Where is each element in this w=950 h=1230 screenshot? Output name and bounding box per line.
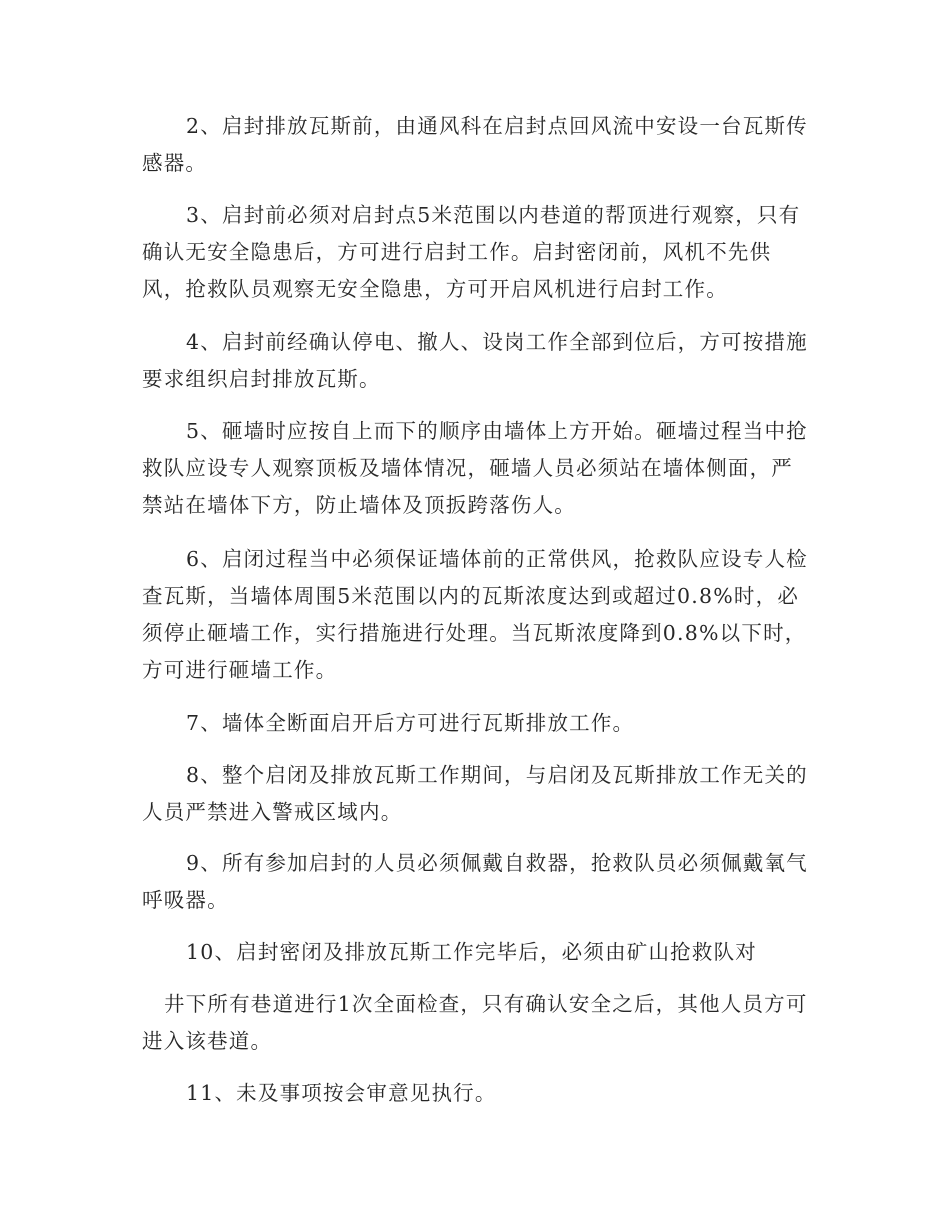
paragraph-item-8: 8、整个启闭及排放瓦斯工作期间，与启闭及瓦斯排放工作无关的人员严禁进入警戒区域内。 xyxy=(142,763,808,824)
paragraph-item-11: 11、未及事项按会审意见执行。 xyxy=(186,1081,497,1105)
paragraph-item-10: 10、启封密闭及排放瓦斯工作完毕后，必须由矿山抢救队对 xyxy=(186,940,757,964)
paragraph-item-9: 9、所有参加启封的人员必须佩戴自救器，抢救队员必须佩戴氧气呼吸器。 xyxy=(142,851,808,912)
paragraph-item-4: 4、启封前经确认停电、撤人、设岗工作全部到位后，方可按措施要求组织启封排放瓦斯。 xyxy=(142,330,808,391)
paragraph-item-6: 6、启闭过程当中必须保证墙体前的正常供风，抢救队应设专人检查瓦斯，当墙体周围5米范围以内的瓦斯浓度达到或超过0.8%时，必须停止砸墙工作，实行措施进行处理。当瓦斯浓度降到0.8%以下时，方可进行砸墙工作。 xyxy=(142,547,808,682)
paragraph-item-10-continued: 井下所有巷道进行1次全面检查，只有确认安全之后，其他人员方可进入该巷道。 xyxy=(142,992,808,1053)
paragraph-item-7: 7、墙体全断面启开后方可进行瓦斯排放工作。 xyxy=(186,711,635,735)
paragraph-item-5: 5、砸墙时应按自上而下的顺序由墙体上方开始。砸墙过程当中抢救队应设专人观察顶板及墙体情况，砸墙人员必须站在墙体侧面，严禁站在墙体下方，防止墙体及顶扳跨落伤人。 xyxy=(142,419,808,517)
paragraph-item-3: 3、启封前必须对启封点5米范围以内巷道的帮顶进行观察，只有确认无安全隐患后，方可进行启封工作。启封密闭前，风机不先供风，抢救队员观察无安全隐患，方可开启风机进行启封工作。 xyxy=(142,203,801,301)
paragraph-item-2: 2、启封排放瓦斯前，由通风科在启封点回风流中安设一台瓦斯传感器。 xyxy=(142,114,808,175)
